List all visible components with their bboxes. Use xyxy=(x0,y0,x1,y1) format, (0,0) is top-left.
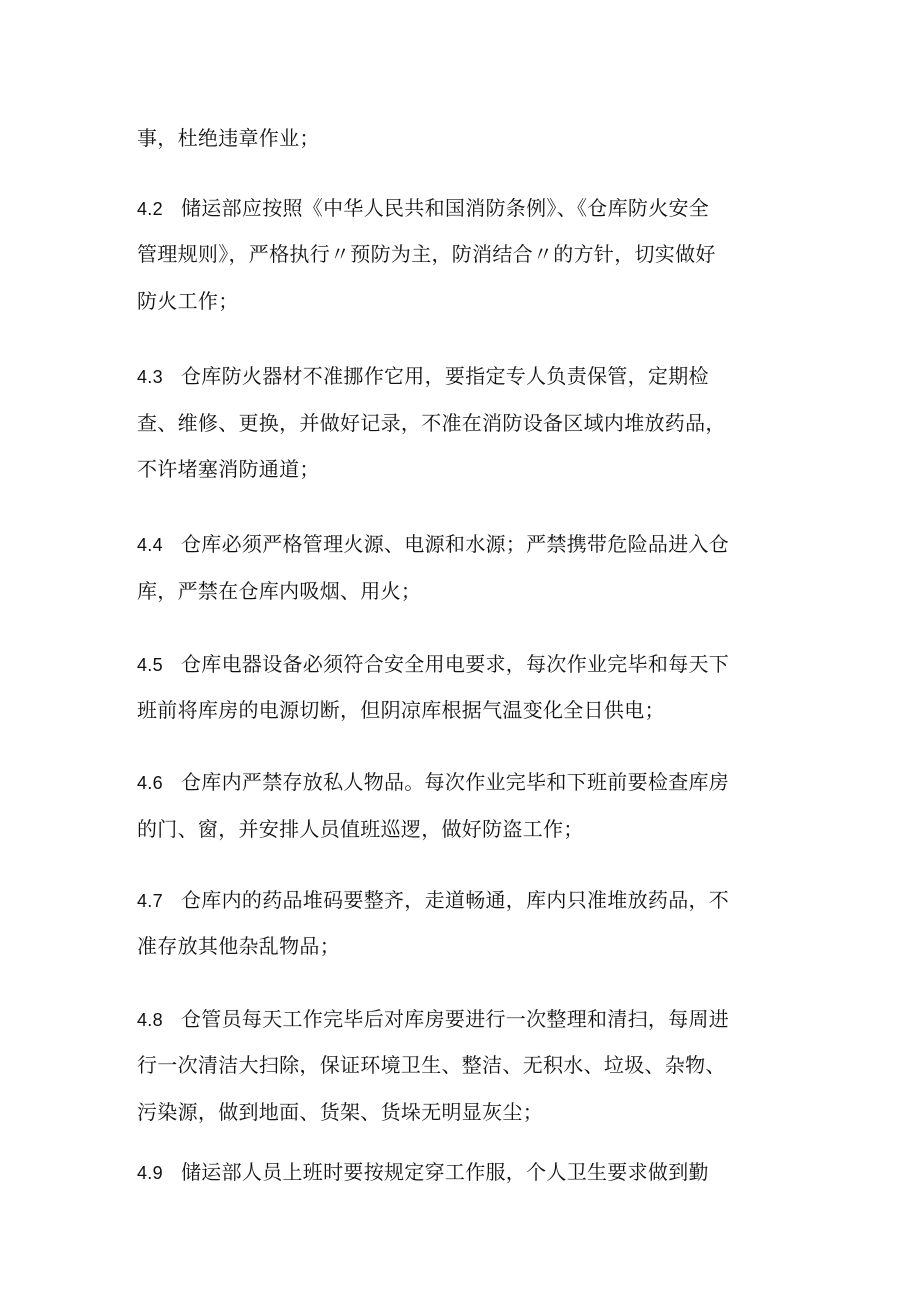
text-line-content: 班前将库房的电源切断，但阴凉库根据气温变化全日供电； xyxy=(137,698,665,722)
clause-number: 4.8 xyxy=(137,1010,163,1030)
clause-4-2 xyxy=(137,194,709,223)
clause-4-3 xyxy=(137,362,709,391)
clause-number: 4.3 xyxy=(137,367,163,387)
text-line-content: 库，严禁在仓库内吸烟、用火； xyxy=(137,579,422,603)
text-line xyxy=(137,287,239,315)
text-line-content: 仓库内严禁存放私人物品。每次作业完毕和下班前要检查库房 xyxy=(181,770,730,794)
clause-number: 4.9 xyxy=(137,1163,163,1183)
text-line xyxy=(137,1098,543,1126)
text-line-content: 储运部人员上班时要按规定穿工作服，个人卫生要求做到勤 xyxy=(181,1160,709,1184)
text-line-content: 的门、窗，并安排人员值班巡逻，做好防盗工作； xyxy=(137,817,584,841)
clause-4-7 xyxy=(137,886,729,915)
clause-4-9 xyxy=(137,1158,709,1187)
clause-number: 4.5 xyxy=(137,655,163,675)
text-line-content: 不许堵塞消防通道； xyxy=(137,457,320,481)
clause-number: 4.4 xyxy=(137,535,163,555)
text-line-content: 储运部应按照《中华人民共和国消防条例》、《仓库防火安全 xyxy=(181,196,710,220)
text-line-content: 仓库内的药品堆码要整齐，走道畅通，库内只准堆放药品，不 xyxy=(181,888,730,912)
clause-4-6 xyxy=(137,768,729,797)
text-line-content: 仓库必须严格管理火源、电源和水源；严禁携带危险品进入仓 xyxy=(181,532,730,556)
text-line-content: 查、维修、更换，并做好记录，不准在消防设备区域内堆放药品， xyxy=(137,411,726,435)
text-line-content: 事，杜绝违章作业； xyxy=(137,126,320,150)
text-line xyxy=(137,932,340,960)
text-line xyxy=(137,240,716,268)
clause-number: 4.7 xyxy=(137,891,163,911)
clause-number: 4.6 xyxy=(137,773,163,793)
text-line xyxy=(137,124,320,152)
text-line-content: 管理规则》，严格执行〃预防为主，防消结合〃的方针，切实做好 xyxy=(137,242,716,266)
text-line-content: 准存放其他杂乱物品； xyxy=(137,934,340,958)
clause-number: 4.2 xyxy=(137,199,163,219)
text-line xyxy=(137,409,726,437)
clause-4-5 xyxy=(137,650,729,679)
text-line-content: 仓库防火器材不准挪作它用，要指定专人负责保管，定期检 xyxy=(181,364,709,388)
text-line-content: 行一次清洁大扫除，保证环境卫生、整洁、无积水、垃圾、杂物、 xyxy=(137,1053,726,1077)
text-line-content: 仓管员每天工作完毕后对库房要进行一次整理和清扫，每周进 xyxy=(181,1007,730,1031)
text-line xyxy=(137,1051,726,1079)
text-line xyxy=(137,696,665,724)
text-line-content: 仓库电器设备必须符合安全用电要求，每次作业完毕和每天下 xyxy=(181,652,730,676)
text-line xyxy=(137,577,421,605)
clause-4-8 xyxy=(137,1005,729,1034)
text-line-content: 污染源，做到地面、货架、货垛无明显灰尘； xyxy=(137,1100,543,1124)
text-line xyxy=(137,455,320,483)
text-line xyxy=(137,815,584,843)
text-line-content: 防火工作； xyxy=(137,289,239,313)
clause-4-4 xyxy=(137,530,729,559)
